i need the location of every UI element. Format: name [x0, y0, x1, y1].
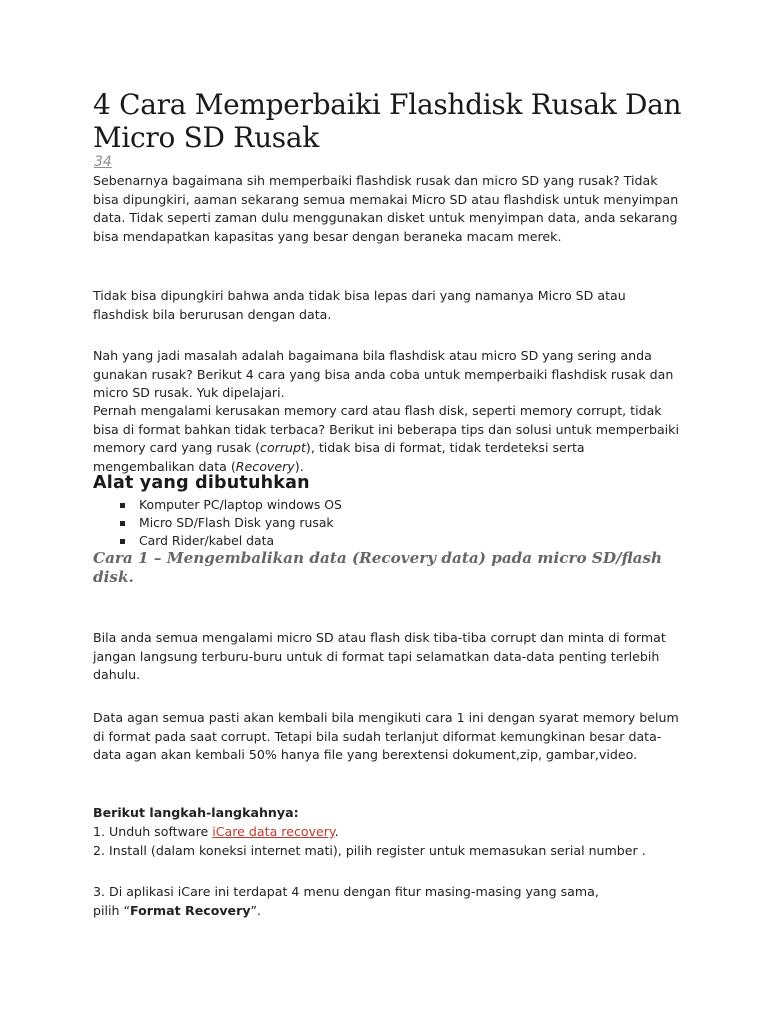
intro-p4-text-b: ), tidak bisa di format, tidak terdeteksi serta mengembalikan data (	[93, 440, 585, 474]
intro-paragraph-2: Tidak bisa dipungkiri bahwa anda tidak bisa lepas dari yang namanya Micro SD atau flashdisk bila berurusan dengan data.	[93, 288, 626, 322]
step-1	[93, 823, 683, 842]
requirements-heading: Alat yang dibutuhkan	[93, 473, 310, 493]
list-item: Card Rider/kabel data	[118, 532, 342, 550]
cara1-paragraph-1: Bila anda semua mengalami micro SD atau flash disk tiba-tiba corrupt dan minta di format jangan langsung terburu-buru untuk di format tapi selamatkan data-data penting terlebih dahulu.	[93, 630, 666, 683]
step-1-text: 1. Unduh software	[93, 824, 213, 839]
step-3-suffix: ”.	[250, 903, 262, 918]
intro-p4-text-c: ).	[294, 458, 304, 474]
list-item: Micro SD/Flash Disk yang rusak	[118, 514, 342, 532]
steps-heading: Berikut langkah-langkahnya:	[93, 805, 299, 820]
step-1-suffix: .	[334, 824, 339, 839]
step-3-format-recovery: Format Recovery	[130, 903, 251, 918]
page-title: 4 Cara Memperbaiki Flashdisk Rusak Dan Micro SD Rusak	[93, 88, 682, 154]
cara1-paragraph-2: Data agan semua pasti akan kembali bila mengikuti cara 1 ini dengan syarat memory belum di format pada saat corrupt. Tetapi bila sudah terlanjut diformat kemungkinan besar data-data agan akan kembali 50% hanya file yang berextensi dokument,zip, gambar,video.	[93, 710, 679, 763]
intro-p4-text-a: Pernah mengalami kerusakan memory card atau flash disk, seperti memory corrupt, tidak bisa di format bahkan tidak terbaca? Berikut ini beberapa tips dan solusi untuk memperbaiki memory card yang rusak (	[93, 403, 679, 456]
intro-paragraph-4	[93, 402, 683, 476]
list-item: Komputer PC/laptop windows OS	[118, 496, 342, 514]
requirements-list	[118, 496, 342, 550]
page-number-link[interactable]: 34	[94, 154, 112, 170]
intro-paragraph-1: Sebenarnya bagaimana sih memperbaiki flashdisk rusak dan micro SD yang rusak? Tidak bisa dipungkiri, aaman sekarang semua memakai Micro SD atau flashdisk untuk menyimpan data. Tidak seperti zaman dulu menggunakan disket untuk menyimpan data, anda sekarang bisa mendapatkan kapasitas yang besar dengan beraneka macam merek.	[93, 173, 679, 244]
intro-p4-emphasis-corrupt: corrupt	[260, 440, 306, 456]
step-3-line-2	[93, 902, 683, 921]
step-3-line-1: 3. Di aplikasi iCare ini terdapat 4 menu dengan fitur masing-masing yang sama,	[93, 884, 599, 899]
step-3-prefix: pilih “	[93, 903, 131, 918]
intro-p4-emphasis-recovery: Recovery	[235, 458, 295, 474]
step-2: 2. Install (dalam koneksi internet mati), pilih register untuk memasukan serial number .	[93, 843, 646, 858]
cara1-heading: Cara 1 – Mengembalikan data (Recovery data) pada micro SD/flash disk.	[93, 549, 663, 586]
icare-download-link[interactable]: iCare data recovery	[212, 824, 335, 839]
intro-paragraph-3: Nah yang jadi masalah adalah bagaimana bila flashdisk atau micro SD yang sering anda gunakan rusak? Berikut 4 cara yang bisa anda coba untuk memperbaiki flashdisk rusak dan micro SD rusak. Yuk dipelajari.	[93, 348, 674, 401]
